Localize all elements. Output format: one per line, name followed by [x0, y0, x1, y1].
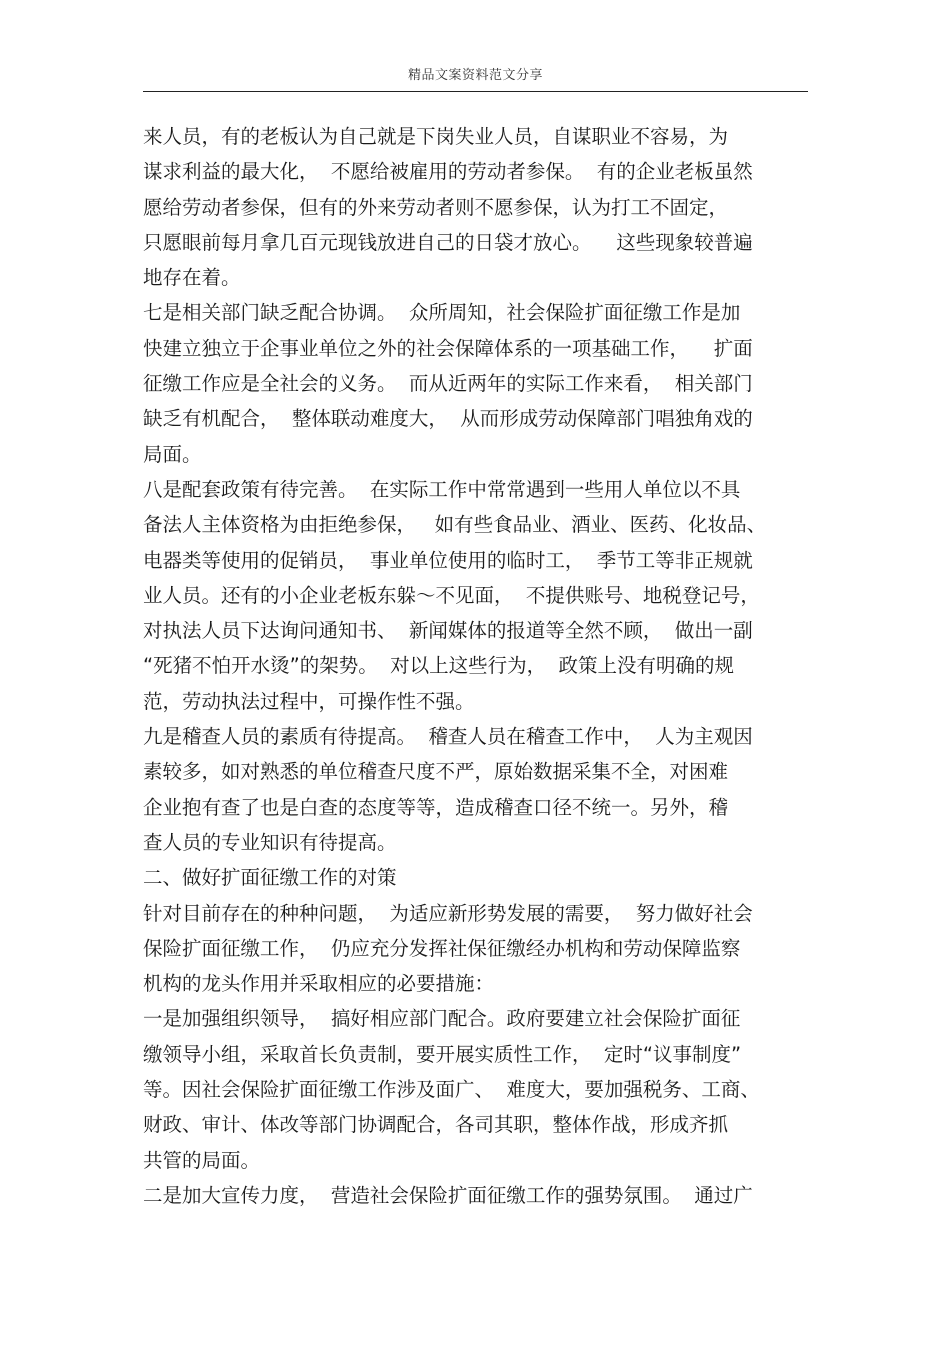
section-heading-line: 二是加大宣传力度， 营造社会保险扩面征缴工作的强势氛围。 通过广 [143, 1183, 753, 1207]
section-heading-line: 七是相关部门缺乏配合协调。 众所周知，社会保险扩面征缴工作是加 [143, 301, 741, 325]
text-line: 只愿眼前每月拿几百元现钱放进自己的日袋才放心。 这些现象较普遍 [143, 230, 753, 254]
section-heading-line: 一是加强组织领导， 搞好相应部门配合。政府要建立社会保险扩面征 [143, 1007, 741, 1031]
text-line: “死猪不怕开水烫”的架势。 对以上这些行为， 政策上没有明确的规 [143, 654, 734, 678]
section-heading-line: 九是稽查人员的素质有待提高。 稽查人员在稽查工作中， 人为主观因 [143, 725, 753, 749]
chapter-heading-line: 二、做好扩面征缴工作的对策 [143, 866, 397, 890]
text-line: 地存在着。 [143, 266, 241, 290]
header-divider [143, 91, 808, 92]
document-body [143, 119, 813, 1213]
text-line: 备法人主体资格为由拒绝参保， 如有些食品业、酒业、医药、化妆品、 [143, 513, 767, 537]
text-line: 愿给劳动者参保，但有的外来劳动者则不愿参保，认为打工不固定， [143, 195, 729, 219]
text-line: 缴领导小组，采取首长负责制，要开展实质性工作， 定时“议事制度” [143, 1042, 742, 1066]
text-line: 局面。 [143, 442, 202, 466]
section-heading-line: 八是配套政策有待完善。 在实际工作中常常遇到一些用人单位以不具 [143, 477, 741, 501]
text-line: 快建立独立于企事业单位之外的社会保障体系的一项基础工作， 扩面 [143, 336, 753, 360]
text-line: 缺乏有机配合， 整体联动难度大， 从而形成劳动保障部门唱独角戏的 [143, 407, 753, 431]
page-header-title: 精品文案资料范文分享 [407, 68, 543, 83]
text-line: 针对目前存在的种种问题， 为适应新形势发展的需要， 努力做好社会 [143, 901, 753, 925]
text-line: 保险扩面征缴工作， 仍应充分发挥社保征缴经办机构和劳动保障监察 [143, 936, 741, 960]
text-line: 对执法人员下达询问通知书、 新闻媒体的报道等全然不顾， 做出一副 [143, 619, 753, 643]
text-line: 范，劳动执法过程中，可操作性不强。 [143, 689, 475, 713]
text-line: 共管的局面。 [143, 1148, 261, 1172]
text-line: 等。因社会保险扩面征缴工作涉及面广、 难度大，要加强税务、工商、 [143, 1078, 760, 1102]
text-line: 企业抱有查了也是白查的态度等等，造成稽查口径不统一。另外，稽 [143, 795, 729, 819]
text-line: 业人员。还有的小企业老板东躲～不见面， 不提供账号、地税登记号， [143, 583, 760, 607]
text-line: 机构的龙头作用并采取相应的必要措施： [143, 972, 495, 996]
text-line: 素较多，如对熟悉的单位稽查尺度不严，原始数据采集不全，对困难 [143, 760, 729, 784]
text-line: 征缴工作应是全社会的义务。 而从近两年的实际工作来看， 相关部门 [143, 372, 753, 396]
text-line: 谋求利益的最大化， 不愿给被雇用的劳动者参保。 有的企业老板虽然 [143, 160, 753, 184]
text-line: 查人员的专业知识有待提高。 [143, 830, 397, 854]
text-line: 财政、审计、体改等部门协调配合，各司其职，整体作战，形成齐抓 [143, 1113, 729, 1137]
text-line: 电器类等使用的促销员， 事业单位使用的临时工， 季节工等非正规就 [143, 548, 753, 572]
text-line: 来人员，有的老板认为自己就是下岗失业人员，自谋职业不容易，为 [143, 125, 729, 148]
